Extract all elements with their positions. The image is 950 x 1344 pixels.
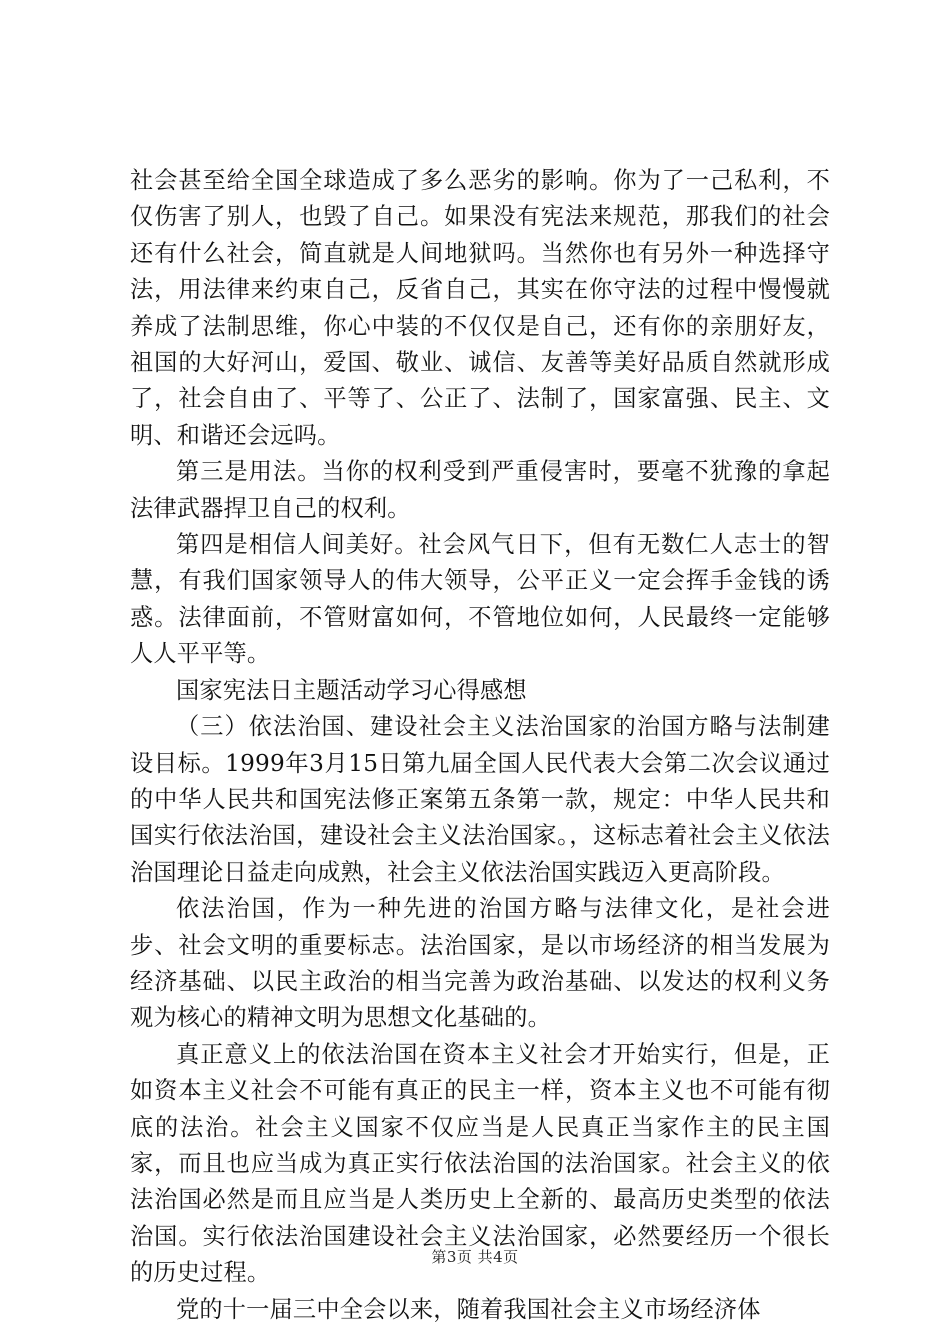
paragraph-rule-of-law-definition: 依法治国，作为一种先进的治国方略与法律文化，是社会进步、社会文明的重要标志。法治国家，是以市场经济的相当发展为经济基础、以民主政治的相当完善为政治基础、以发达的权利义务观为核心的精神文明为思想文化基础的。: [130, 895, 830, 1032]
paragraph-fourth-point: 第四是相信人间美好。社会风气日下，但有无数仁人志士的智慧，有我们国家领导人的伟大领导，公平正义一定会挥手金钱的诱惑。法律面前，不管财富如何，不管地位如何，人民最终一定能够人人平平等。: [130, 531, 830, 668]
paragraph-third-point: 第三是用法。当你的权利受到严重侵害时，要毫不犹豫的拿起法律武器捍卫自己的权利。: [130, 458, 830, 522]
paragraph-history: 真正意义上的依法治国在资本主义社会才开始实行，但是，正如资本主义社会不可能有真正的民主一样，资本主义也不可能有彻底的法治。社会主义国家不仅应当是人民真正当家作主的民主国家，而且也应当成为真正实行依法治国的法治国家。社会主义的依法治国必然是而且应当是人类历史上全新的、最高历史类型的依法治国。实行依法治国建设社会主义法治国家，必然要经历一个很长的历史过程。: [130, 1040, 830, 1287]
section-title: 国家宪法日主题活动学习心得感想: [176, 676, 527, 704]
paragraph-rule-of-law-goal: （三）依法治国、建设社会主义法治国家的治国方略与法制建设目标。1999年3月15日第九届全国人民代表大会第二次会议通过的中华人民共和国宪法修正案第五条第一款，规定：中华人民共和国实行依法治国，建设社会主义法治国家。，这标志着社会主义依法治国理论日益走向成熟，社会主义依法治国实践迈入更高阶段。: [130, 713, 830, 886]
paragraph-continued: 社会甚至给全国全球造成了多么恶劣的影响。你为了一己私利，不仅伤害了别人，也毁了自己。如果没有宪法来规范，那我们的社会还有什么社会，简直就是人间地狱吗。当然你也有另外一种选择守法，用法律来约束自己，反省自己，其实在你守法的过程中慢慢就养成了法制思维，你心中装的不仅仅是自己，还有你的亲朋好友，祖国的大好河山，爱国、敬业、诚信、友善等美好品质自然就形成了，社会自由了、平等了、公正了、法制了，国家富强、民主、文明、和谐还会远吗。: [130, 167, 830, 449]
paragraph-party-plenum: 党的十一届三中全会以来，随着我国社会主义市场经济体: [176, 1295, 761, 1323]
document-body: [130, 163, 830, 1328]
page-number-footer: 第3页 共4页: [431, 1248, 519, 1266]
